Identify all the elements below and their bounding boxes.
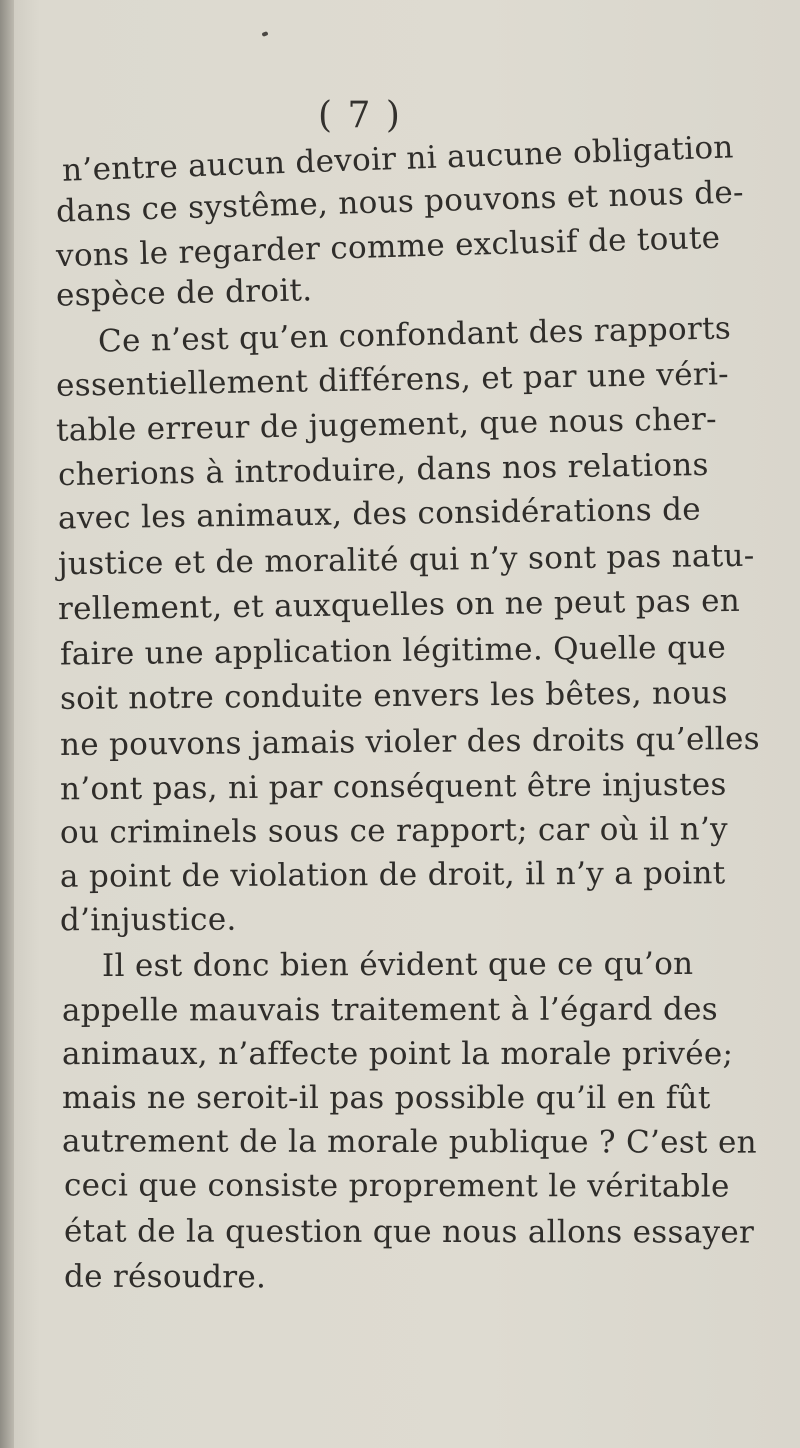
text-line: espèce de droit. (55, 272, 313, 314)
text-line: soit notre conduite envers les bêtes, nous (59, 675, 728, 717)
text-line: d’injustice. (59, 901, 237, 939)
text-line: de résoudre. (63, 1258, 267, 1296)
text-line: Ce n’est qu’en confondant des rapports (97, 310, 732, 360)
text-line: n’ont pas, ni par conséquent être injustes (59, 766, 727, 808)
text-line: mais ne seroit-il pas possible qu’il en fût (62, 1080, 711, 1116)
text-line: cherions à introduire, dans nos relations (57, 446, 710, 494)
text-line: ne pouvons jamais violer des droits qu’elles (59, 720, 761, 764)
text-line: animaux, n’affecte point la morale privée; (62, 1036, 734, 1072)
text-line: n’entre aucun devoir ni aucune obligation (61, 129, 735, 189)
text-line: table erreur de jugement, que nous cher- (55, 401, 718, 449)
text-line: appelle mauvais traitement à l’égard des (61, 991, 718, 1029)
text-line: faire une application légitime. Quelle que (59, 629, 727, 673)
text-line: Il est donc bien évident que ce qu’on (101, 945, 694, 985)
text-line: a point de violation de droit, il n’y a point (59, 855, 726, 895)
text-line: état de la question que nous allons essayer (63, 1213, 755, 1251)
text-line: avec les animaux, des considérations de (57, 491, 702, 537)
text-line: ceci que consiste proprement le véritable (63, 1167, 730, 1205)
text-line: dans ce systême, nous pouvons et nous de- (55, 174, 745, 230)
text-line: autrement de la morale publique ? C’est en (61, 1123, 757, 1161)
text-line: essentiellement différens, et par une véri- (55, 356, 730, 404)
text-line: vons le regarder comme exclusif de toute (55, 219, 721, 275)
page-number: ( 7 ) (318, 95, 402, 136)
text-line: ou criminels sous ce rapport; car où il n’y (59, 811, 728, 851)
text-line: rellement, et auxquelles on ne peut pas en (57, 582, 741, 628)
text-line: justice et de moralité qui n’y sont pas natu- (57, 537, 755, 583)
